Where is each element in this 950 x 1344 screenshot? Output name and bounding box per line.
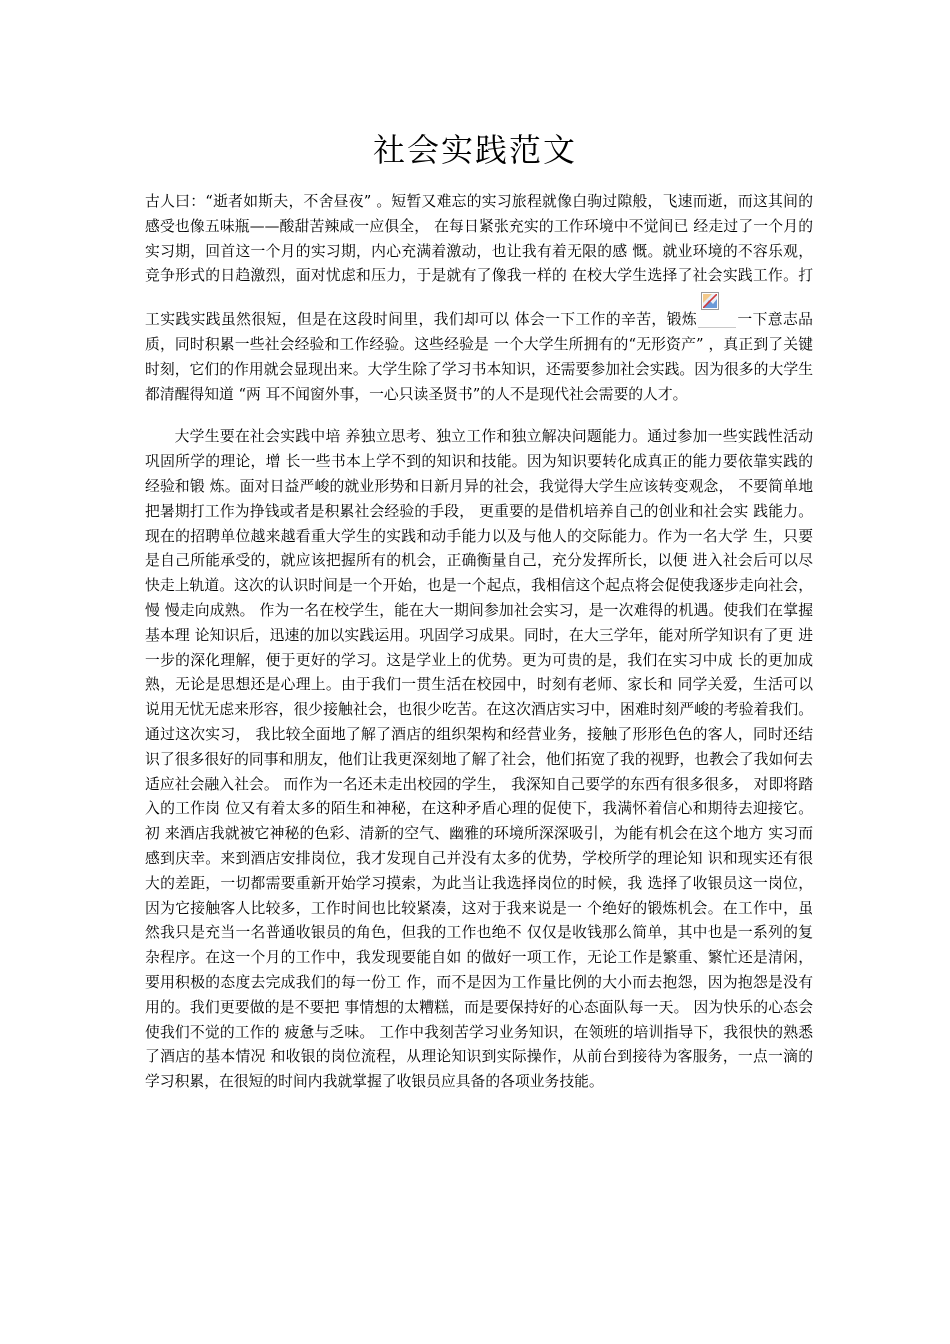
broken-image-icon: [698, 289, 736, 328]
document-body: [145, 190, 813, 1095]
paragraph-intro: [145, 190, 813, 407]
paragraph-intro-text-after-image: 一下意志品质，同时积累一些社会经验和工作经验。这些经验是 一个大学生所拥有的“无形资产” ，真正到了关键时刻，它们的作用就会显现出来。大学生除了学习书本知识，还需要参加社会实践。因为很多的大学生都清醒得知道 “两 耳不闻窗外事，一心只读圣贤书”的人不是现代社会需要的人才。: [145, 311, 813, 403]
paragraph-intro-text-before-image: 古人曰：“逝者如斯夫，不舍昼夜” 。短暂又难忘的实习旅程就像白驹过隙般，飞速而逝，而这其间的感受也像五味瓶——酸甜苦辣咸一应俱全， 在每日紧张充实的工作环境中不觉间已 经走过了一个月的实习期，回首这一个月的实习期，内心充满着激动，也让我有着无限的感 慨。就业环境的不容乐观，竞争形式的日趋激烈，面对忧虑和压力，于是就有了像我一样的 在校大学生选择了社会实践工作。打工实践实践虽然很短，但是在这段时间里，我们却可以 体会一下工作的辛苦，锻炼: [145, 193, 813, 329]
image-placeholder-frame: [701, 292, 719, 310]
broken-image-glyph: [703, 294, 717, 308]
paragraph-main: 大学生要在社会实践中培 养独立思考、独立工作和独立解决问题能力。通过参加一些实践性活动巩固所学的理论，增 长一些书本上学不到的知识和技能。因为知识要转化成真正的能力要依靠实践的经验和锻 炼。面对日益严峻的就业形势和日新月异的社会，我觉得大学生应该转变观念， 不要简单地 把暑期打工作为挣钱或者是积累社会经验的手段， 更重要的是借机培养自己的创业和社会实 践能力。 现在的招聘单位越来越看重大学生的实践和动手能力以及与他人的交际能力。作为一名大学 生，只要是自己所能承受的，就应该把握所有的机会，正确衡量自己，充分发挥所长，以便 进入社会后可以尽快走上轨道。这次的认识时间是一个开始，也是一个起点，我相信这个起点将会促使我逐步走向社会，慢 慢走向成熟。 作为一名在校学生，能在大一期间参加社会实习，是一次难得的机遇。使我们在掌握基本理 论知识后，迅速的加以实践运用。巩固学习成果。同时，在大三学年，能对所学知识有了更 进一步的深化理解，便于更好的学习。这是学业上的优势。更为可贵的是，我们在实习中成 长的更加成熟，无论是思想还是心理上。由于我们一贯生活在校园中，时刻有老师、家长和 同学关爱，生活可以说用无忧无虑来形容，很少接触社会，也很少吃苦。在这次酒店实习中，困难时刻严峻的考验着我们。 通过这次实习， 我比较全面地了解了酒店的组织架构和经营业务，接触了形形色色的客人，同时还结识了很多很好的同事和朋友，他们让我更深刻地了解了社会，他们拓宽了我的视野，也教会了我如何去适应社会融入社会。 而作为一名还未走出校园的学生， 我深知自己要学的东西有很多很多， 对即将踏入的工作岗 位又有着太多的陌生和神秘，在这种矛盾心理的促使下，我满怀着信心和期待去迎接它。初 来酒店我就被它神秘的色彩、清新的空气、幽雅的环境所深深吸引，为能有机会在这个地方 实习而感到庆幸。来到酒店安排岗位，我才发现自己并没有太多的优势，学校所学的理论知 识和现实还有很大的差距，一切都需要重新开始学习摸索，为此当让我选择岗位的时候，我 选择了收银员这一岗位，因为它接触客人比较多，工作时间也比较紧凑，这对于我来说是一 个绝好的锻炼机会。在工作中，虽然我只是充当一名普通收银员的角色，但我的工作也绝不 仅仅是收钱那么简单，其中也是一系列的复杂程序。在这一个月的工作中，我发现要能自如 的做好一项工作，无论工作是繁重、繁忙还是清闲，要用积极的态度去完成我们的每一份工 作，而不是因为工作量比例的大小而去抱怨，因为抱怨是没有用的。我们更要做的是不要把 事情想的太糟糕，而是要保持好的心态面队每一天。 因为快乐的心态会使我们不觉的工作的 疲惫与乏味。 工作中我刻苦学习业务知识，在领班的培训指导下，我很快的熟悉了酒店的基本情况 和收银的岗位流程，从理论知识到实际操作，从前台到接待为客服务，一点一滴的学习积累，在很短的时间内我就掌握了收银员应具备的各项业务技能。: [145, 428, 813, 1091]
document-title: 社会实践范文: [372, 131, 577, 169]
